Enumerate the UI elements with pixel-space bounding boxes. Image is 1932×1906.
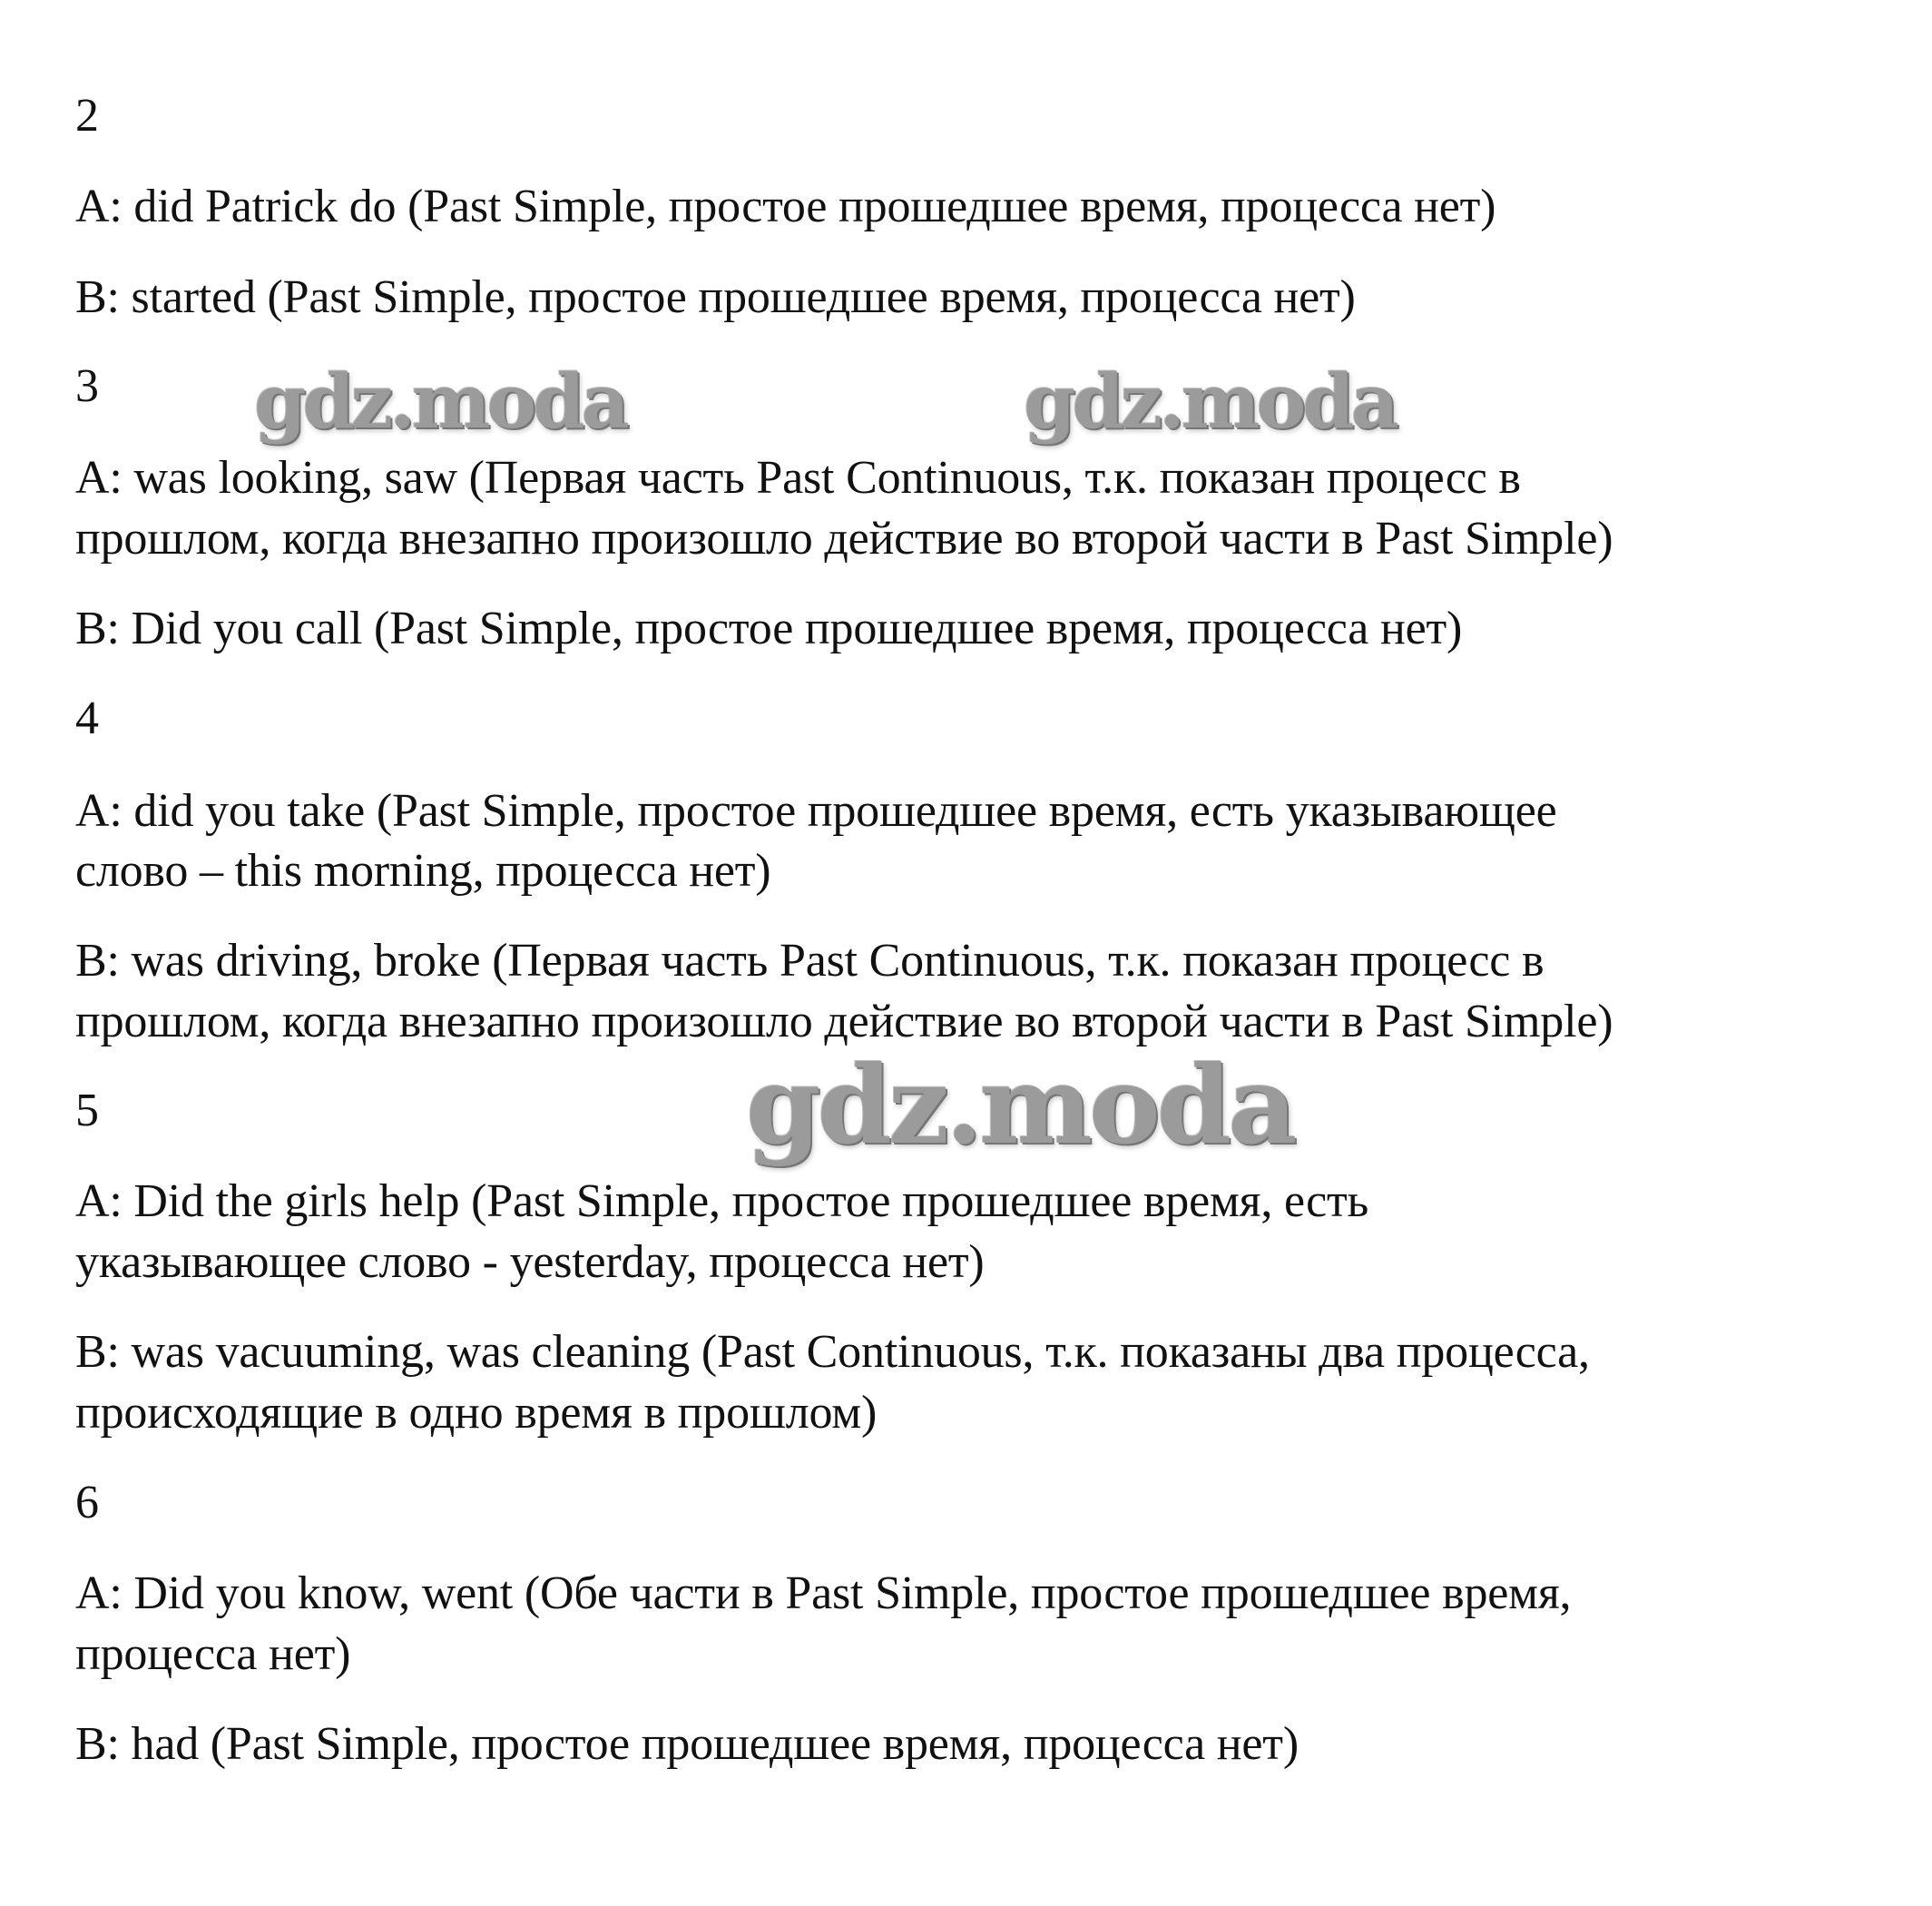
watermark-logo: gdz.moda xyxy=(254,359,626,446)
item-number-6: 6 xyxy=(75,1477,99,1528)
answer-line: прошлом, когда внезапно произошло действие во второй части в Past Simple) xyxy=(75,513,1613,565)
answer-line: A: Did the girls help (Past Simple, простое прошедшее время, есть xyxy=(75,1175,1369,1227)
item-number-5: 5 xyxy=(75,1085,99,1136)
answer-line: B: was driving, broke (Первая часть Past Continuous, т.к. показан процесс в xyxy=(75,935,1545,987)
answer-line: B: was vacuuming, was cleaning (Past Continuous, т.к. показаны два процесса, xyxy=(75,1326,1590,1378)
item-number-4: 4 xyxy=(75,693,99,744)
answer-line: A: was looking, saw (Первая часть Past Continuous, т.к. показан процесс в xyxy=(75,452,1521,504)
answer-line: слово – this morning, процесса нет) xyxy=(75,845,771,897)
answer-line: прошлом, когда внезапно произошло действие во второй части в Past Simple) xyxy=(75,996,1613,1047)
answer-line: происходящие в одно время в прошлом) xyxy=(75,1387,878,1439)
answer-line: процесса нет) xyxy=(75,1628,351,1680)
answer-line: B: had (Past Simple, простое прошедшее время, процесса нет) xyxy=(75,1718,1299,1770)
watermark-logo: gdz.moda xyxy=(1024,359,1396,446)
watermark-logo: gdz.moda xyxy=(746,1042,1294,1168)
answer-line: A: Did you know, went (Обе части в Past Simple, простое прошедшее время, xyxy=(75,1567,1572,1619)
answer-line: указывающее слово - yesterday, процесса нет) xyxy=(75,1236,985,1288)
item-number-3: 3 xyxy=(75,360,99,412)
answer-line: B: Did you call (Past Simple, простое прошедшее время, процесса нет) xyxy=(75,603,1463,654)
answer-line: A: did Patrick do (Past Simple, простое прошедшее время, процесса нет) xyxy=(75,181,1496,232)
answer-line: A: did you take (Past Simple, простое прошедшее время, есть указывающее xyxy=(75,785,1557,837)
answer-line: B: started (Past Simple, простое прошедшее время, процесса нет) xyxy=(75,271,1356,323)
item-number-2: 2 xyxy=(75,90,99,142)
